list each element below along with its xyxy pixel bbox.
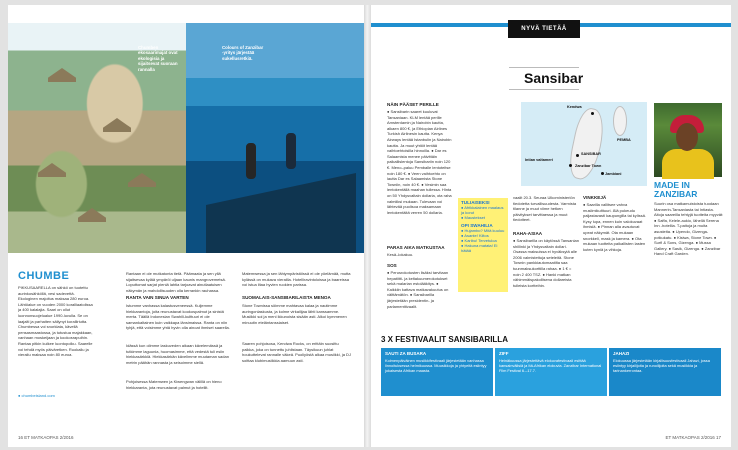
diving-boat-photo: [186, 23, 364, 253]
map-label: Intian valtameri: [525, 158, 553, 162]
chumbe-intro: PIKKUSAARELLA on sähkö on tuotettu aurinkosähköllä, vesi sadevettä. Ekologinen majoitus maksaa 280 euroa. Lähtöalue on vuoden 2000 koralliaatolissa ja 400 kalalajia. Saari on ollut luonnonsuojelualue 1990-luvulla. Se on laajalti ja parhaiten säilynyt koralliriutta. Chumbessa voi snorklata, kävellä pensasmaastossa, ja tutustua majakkaan, vanhaan moskeijaan ja kookosrapuihin. Rantaa pitkin kulkee luontopolku. Saarelle voi tehdä myös päiväretken. Ruokailu ja vierailu maksaa noin 80 euroa.: [18, 285, 93, 358]
body-text: Stone Townissa söimme mahtavaa kalaa ja nautimme auringonlaskusta, ja kolme virkailijaa lähti kanssamme. Musiikki soi ja meni ikkunoista sisään asti. Alkoi kymmenen minuutin eteläntanssiaiset.: [242, 303, 347, 325]
chumbe-title: CHUMBE: [18, 270, 70, 282]
unguja-island: [566, 106, 608, 182]
sos-text: ● Perusrokotusten lisäksi tarvitaan hepatiitti- ja keltakuumerokotukset sekä malarian estolääkitys. ● Kaikkiin kattava matkavakuutus on välttämätön. ● Sansibarilla järjestetään presidentin- ja parlamenttivaalit.: [387, 270, 449, 309]
clothing: [662, 149, 714, 179]
festival-title: ZIFF: [499, 351, 509, 356]
map-marker: [569, 164, 572, 167]
section-heading: RAHA-ASIAA: [513, 231, 543, 236]
spine-gutter: [364, 5, 371, 447]
map-marker: [591, 112, 594, 115]
body-text: Pohjoisessa Matemwen ja Kiwengwan välillä on hieno hiekkaranta, jota reunustavat palmut ja hotellit.: [126, 379, 222, 390]
page-footer: ET MATKAOPAS 2/2016 17: [665, 435, 721, 440]
map-label: Jambiani: [605, 172, 622, 176]
section-tab: NYVÄ TIETÄÄ: [508, 20, 580, 38]
money-text: ● Sansibarilla on käytössä Tansanian shillinki ja Yhdysvaltain dollari. Osassa maksuissa ei hyväksytä alle 2006 valmistettuja seteleitä. Stone Townin pankkiautomaatilta saa tuunmaksukorttilla rahaa. ● 1 € = noin 2 400 TSZ. ● Hanki matkan vähimmäispakollisena dollareista tulleista kortteihin.: [513, 238, 579, 288]
body-text: Matemwessa ja sen lähiympäristöissä ei ole yöelämää, mutta kylässä on mukava vierailla. Hotelliravintoloissa ja baareissa voi istua iltaa hyvien ruokien parissa.: [242, 271, 351, 288]
chumbe-beach-photo: [8, 23, 186, 253]
box-item: ● Hujambo? Mitä kuuluu: [461, 227, 505, 233]
festival-box: [381, 348, 493, 396]
box-item: ● Karibu! Tervetuloa: [461, 238, 497, 244]
festival-text: Elokuussa järjestetään kirjallisuusfestivaali Jahazi, jossa esiintyy kirjailijoita ja runoilijoita sekä musiikkia ja tarinankerrontaa.: [613, 358, 710, 374]
section-heading: NÄIN PÄÄSET PERILLE: [387, 102, 439, 107]
body-text: Saaren pohjoisosa, Kendwa Rocks, on erittäin suosittu paikka, joka on tunnettu juhlistaan. Täysikuun juhlat houkuttelevat rannalle väkeä. Puoliyöstä alkaa musiikki, ja DJ soittaa klubimusiikkia aamuun asti.: [242, 341, 351, 363]
body-text: Idässä kun olimme laskuveden aikaan kävelemässä ja tutkimme laguunia, huomasimme, että vedestä tuli esiin hiekkasärkkiä. Hiekkasärkän kävelimme muutaman sadan metrin päähän rannasta ja seisoimme siellä.: [126, 343, 229, 365]
zanzibar-woman-photo: [654, 103, 722, 177]
section-heading: VINKKEJÄ: [583, 195, 607, 200]
eco-hut: [78, 208, 106, 222]
chumbe-link[interactable]: ● chumbeisland.com: [18, 393, 55, 398]
pemba-island: [613, 106, 627, 136]
map-marker: [576, 154, 579, 157]
eco-hut: [103, 118, 131, 132]
map-label: SANSIBAR: [581, 152, 601, 156]
travel-info: ● Sansibarin saaret kuuluvat Tansaniaan. KLM lentää perille Amsterdamin ja Nairobin kautta, alkaen 800 €, ja Ethiopian Airlines Turkish Airlinesin kautta. Kenya Airways lentää Istanbulin ja Nairobin kautta. Ja muut yhtiöt lentää vaihtoehtoisilla hinnoilla. ● Dar es Salaamista menee päivittäin paikallislentoja Sansibariin noin 120 €. Meno–paluu Pemballe lentoteitse noin 180 €. ● Veen vaihtoehto on lautta Dar es Salaamista Stone Towniin, noin 40 €. ● Vesimin saa lentokentällä maahan tullessa. Hinta on 50 Yhdysvaltain dollaria, ota raha valmiiksi mukaan. Tulevaan voi lähtevää puolisoa maksamaan lentokentältä verren 50 dollaria.: [387, 109, 452, 215]
eco-hut: [48, 68, 76, 82]
tips-text: ● Saarilla vallitsee vahva muslimikulttuuri. Älä pukeudu paljastavasti kaupungilla tai kylissä. Kysy lupa, ennen kuin valokuvaat ihmisiä. ● Pinnan alla avautuvat upeat näkymät. Ota mukaan snorkkeli, mask ja kamera. ● Ota mukaan tuotteita paikallisten lasten kuten kyniä ja vihkoja.: [583, 202, 646, 252]
photo-caption: Colours of Zanzibar -yritys järjestää sukellusretkiä.: [222, 45, 264, 61]
page-title: Sansibar: [524, 70, 584, 86]
festival-title: SAUTI ZA BUSARA: [385, 351, 427, 356]
box-heading: OPI SWAHILIA: [461, 222, 493, 228]
face: [676, 123, 698, 151]
souvenir-swahili-box: [458, 198, 508, 292]
made-in-zanzibar-title: MADE IN ZANZIBAR: [654, 180, 698, 199]
zanzibar-map: [521, 102, 647, 186]
left-page: [8, 5, 364, 447]
photo-caption: Chumben ekosaarimajat ovat ekologisia ja sijaitsevat suoraan rannalla: [138, 45, 178, 72]
body-text: Rantaan ei ole mutkatonta tietä. Päämaata ja sen yllä sijaitsevaa kylää ympäröi uljaan kaunis mangrovemetsä. Loputtomat sarjat pieniä lahtia tarjoavat ainutlaatuisen näkymän ja mahdollisuuden olla kerrankin rauhassa.: [126, 271, 226, 293]
body-text: Istumme vanhassa kalastusveneessä. Kuljemme hiekkarantoja, joita reunustavat kookospalmut ja sinistä merta. Täällä Indonesian Swahili-kulttuuri ei ole samankaltainen kuin vaikkapa länsimaissa. Ranta on niin tyhjä, että voisimme yhtä hyvin olla ainoat ihmiset saarella.: [126, 303, 230, 331]
eco-hut: [128, 173, 156, 187]
section-heading: RANTA VAIN SINUA VARTEN: [126, 295, 189, 300]
diver-figure: [246, 143, 256, 179]
section-heading: PARAS AIKA MATKUSTAA: [387, 245, 445, 250]
boat: [206, 173, 356, 253]
made-in-zanzibar-text: Suurin osa matkamuistoista tuodaan Mannerin-Tansaniasta tai Intiasta. Aitoja saareilla tehtyjä tuotteita myyvät: ● Saffa, Kelele-aukio, lähellä Serena Inn -hotellia. T-paitoja ja muita asusteita. ● Upendo, Gizenga-potkukatu. ● Kisiwa, Stone Town. ● Surfi & Sons, Gizenga. ● Mussa Gallery. ● Sasik, Gizenga. ● Zanzibar Hand Craft Garden.: [654, 201, 724, 257]
box-heading: TULIAISEKSI: [461, 200, 490, 205]
body-text: vaalit 20.3. Seuraa Ulkoministeriön tiedotetta turvallisuudesta. Varmista tilanne ja muut viime hetken päivitykset tarvittaessa ja muut tiedotteet.: [513, 195, 577, 223]
festival-text: Heinäkuussa järjestettävä elokuvafestivaali esittää kansainvälisiä ja Itä-Afrikan elokuvia. Zanzibar International Film Festival 6.–17.7.: [499, 358, 602, 374]
best-time-text: Kesä–lokakuu.: [387, 252, 414, 257]
map-label: Kendwa: [567, 105, 582, 109]
section-heading: SOS: [387, 263, 397, 268]
right-page: [371, 5, 731, 447]
festival-title: JAHAZI: [613, 351, 630, 356]
diver-figure: [286, 133, 296, 169]
box-item: ● Maustekset: [461, 215, 485, 221]
box-item: ● Asante! Kiitos: [461, 232, 489, 238]
section-heading: SUOMALAIS-SANSIBARILAISTA MENOA: [242, 295, 331, 300]
festival-box: [495, 348, 607, 396]
page-footer: 16 ET MATKAOPAS 2/2016: [18, 435, 74, 440]
box-item: ● Afrikkalainen maalaus ja korut: [461, 205, 504, 216]
eco-hut: [38, 163, 66, 177]
map-label: Zanzibar Town: [575, 164, 602, 168]
festival-text: Kolmenpäiväinen musiikkifestivaali järjestetään vanhassa linnoituksessa helmikuussa. Muusikkoja ja yhtyeitä esiintyy jokaisesta Afrikan maasta.: [385, 358, 487, 374]
map-marker: [601, 172, 604, 175]
box-item: ● Hakuna matata! Ei hätää: [461, 243, 498, 254]
map-label: PEMBA: [617, 138, 631, 142]
festival-box: [609, 348, 721, 396]
divider: [509, 67, 579, 68]
divider: [509, 89, 579, 90]
festivals-title: 3 X FESTIVAALIT SANSIBARILLA: [381, 335, 508, 344]
